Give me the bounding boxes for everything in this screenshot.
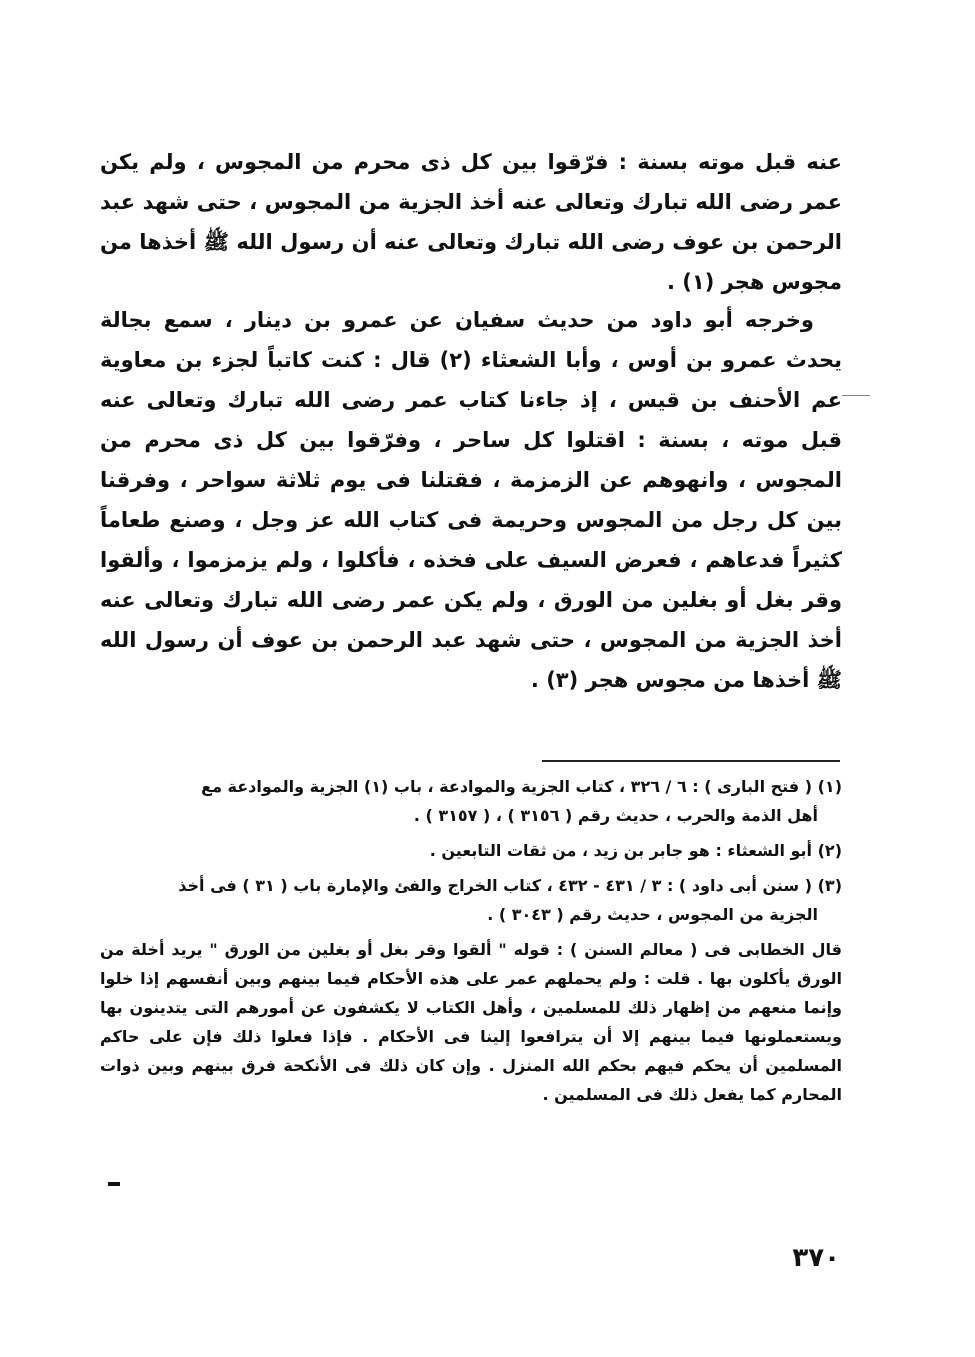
- page-number: ٣٧٠: [792, 1243, 840, 1273]
- margin-mark: [842, 395, 870, 396]
- body-paragraph-2: وخرجه أبو داود من حديث سفيان عن عمرو بن دينار ، سمع بجالة يحدث عمرو بن أوس ، وأبا الشعثاء (٢) قال : كنت كاتباً لجزء بن معاوية عم الأحنف بن قيس ، إذ جاءنا كتاب عمر رضى الله تبارك وتعالى عنه قبل موته ، بسنة : اقتلوا كل ساحر ، وفرّقوا بين كل ذى محرم من المجوس ، وانهوهم عن الزمزمة ، فقتلنا فى يوم ثلاثة سواحر ، وفرقنا بين كل رجل من المجوس وحريمة فى كتاب الله عز وجل ، وصنع طعاماً كثيراً فدعاهم ، فعرض السيف على فخذه ، فأكلوا ، ولم يزمزموا ، وألقوا وقر بغل أو بغلين من الورق ، ولم يكن عمر رضى الله تبارك وتعالى عنه أخذ الجزية من المجوس ، حتى شهد عبد الرحمن بن عوف أن رسول الله ﷺ أخذها من مجوس هجر (٣) .: [100, 308, 842, 692]
- footnote-2: (٢) أبو الشعثاء : هو جابر بن زيد ، من ثقات التابعين .: [429, 841, 842, 860]
- footnote-1: (١) ( فتح البارى ) : ٦ / ٣٢٦ ، كتاب الجزية والموادعة ، باب (١) الجزية والموادعة مع: [201, 777, 842, 796]
- footnote-3-commentary: قال الخطابى فى ( معالم السنن ) : قوله " ألقوا وقر بغل أو بغلين من الورق " يريد أخلة من الورق يأكلون بها . قلت : ولم يحملهم عمر على هذه الأحكام فيما بينهم وبين أنفسهم إذا خلوا وإنما منعهم من إظهار ذلك للمسلمين ، وأهل الكتاب لا يكشفون عن أمورهم التى يتدينون بها ويستعملونها فيما بينهم إلا أن يترافعوا إلينا فى الأحكام . فإذا فعلوا ذلك فإن على حاكم المسلمين أن يحكم فيهم بحكم الله المنزل . وإن كان ذلك فى الأنكحة فرق بينهم وبين ذوات المحارم كما يفعل ذلك فى المسلمين .: [100, 940, 842, 1104]
- body-paragraph-1: عنه قبل موته بسنة : فرّقوا بين كل ذى محرم من المجوس ، ولم يكن عمر رضى الله تبارك وتعالى عنه أخذ الجزية من المجوس ، حتى شهد عبد الرحمن بن عوف رضى الله تبارك وتعالى عنه أن رسول الله ﷺ أخذها من مجوس هجر (١) .: [100, 150, 842, 294]
- footnotes-section: [100, 772, 842, 1109]
- footnote-3-continuation: الجزية من المجوس ، حديث رقم ( ٣٠٤٣ ) .: [487, 905, 818, 924]
- footnote-separator: [542, 760, 840, 762]
- footnote-1-continuation: أهل الذمة والحرب ، حديث رقم ( ٣١٥٦ ) ، ( ٣١٥٧ ) .: [413, 806, 818, 825]
- footnote-3: (٣) ( سنن أبى داود ) : ٣ / ٤٣١ - ٤٣٢ ، كتاب الخراج والفئ والإمارة باب ( ٣١ ) فى أخذ: [178, 876, 842, 895]
- end-mark: [108, 1182, 120, 1186]
